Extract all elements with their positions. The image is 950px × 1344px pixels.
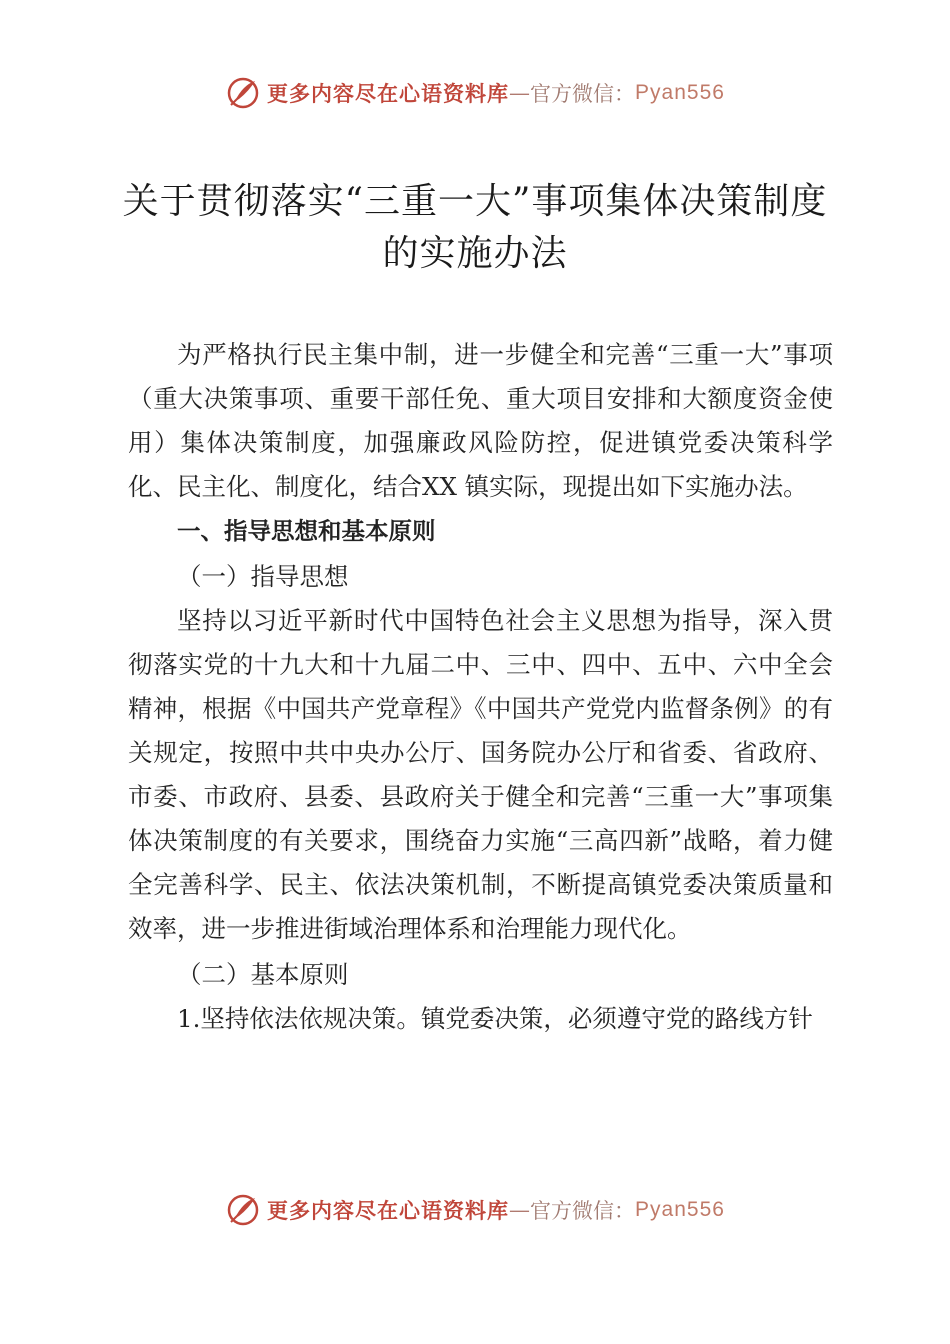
intro-paragraph: 为严格执行民主集中制，进一步健全和完善“三重一大”事项（重大决策事项、重要干部任免、重大项目安排和大额度资金使用）集体决策制度，加强廉政风险防控，促进镇党委决策科学化、民主化、制度化，结合XX 镇实际，现提出如下实施办法。 <box>128 340 833 501</box>
subsection-heading: （二）基本原则 <box>177 960 349 989</box>
header-banner <box>0 68 950 118</box>
subsection-heading: （一）指导思想 <box>177 562 349 591</box>
quill-logo-icon <box>225 1192 261 1228</box>
section-heading: 一、指导思想和基本原则 <box>177 517 436 545</box>
document-title-line1: 关于贯彻落实“三重一大”事项集体决策制度 <box>122 181 828 222</box>
principle-item: 1.坚持依法依规决策。镇党委决策，必须遵守党的路线方针 <box>177 1004 813 1033</box>
banner-main-text: 更多内容尽在心语资料库 <box>267 81 510 106</box>
banner-wechat-label: 官方微信： <box>530 1199 636 1223</box>
banner-wechat-id: Pyan556 <box>635 81 725 104</box>
guiding-thought-paragraph: 坚持以习近平新时代中国特色社会主义思想为指导，深入贯彻落实党的十九大和十九届二中、三中、四中、五中、六中全会精神，根据《中国共产党章程》《中国共产党党内监督条例》的有关规定，按照中共中央办公厅、国务院办公厅和省委、省政府、市委、市政府、县委、县政府关于健全和完善“三重一大”事项集体决策制度的有关要求，围绕奋力实施“三高四新”战略，着力健全完善科学、民主、依法决策机制，不断提高镇党委决策质量和效率，进一步推进街域治理体系和治理能力现代化。 <box>128 606 833 943</box>
footer-banner <box>0 1185 950 1235</box>
banner-wechat-id: Pyan556 <box>635 1198 725 1221</box>
document-body <box>128 333 833 1041</box>
banner-separator: — <box>509 1198 531 1222</box>
banner-wechat-label: 官方微信： <box>530 82 636 106</box>
document-title-line2: 的实施办法 <box>382 233 568 274</box>
banner-separator: — <box>509 81 531 105</box>
banner-main-text: 更多内容尽在心语资料库 <box>267 1198 510 1223</box>
quill-logo-icon <box>225 75 261 111</box>
